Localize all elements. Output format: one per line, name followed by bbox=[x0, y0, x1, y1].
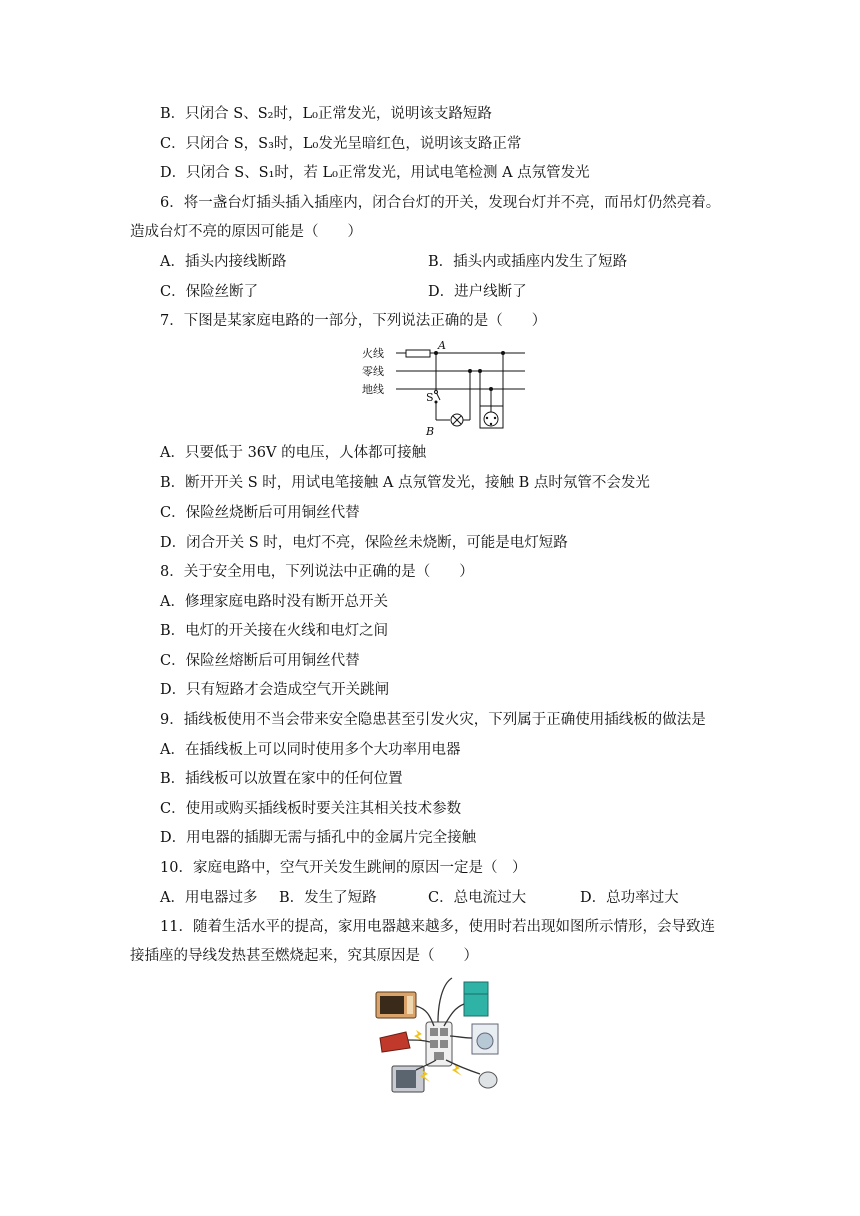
q10-stem: 10．家庭电路中，空气开关发生跳闸的原因一定是（ ） bbox=[160, 860, 527, 876]
q5-option-d: D．只闭合 S、S₁时，若 L₀正常发光，用试电笔检测 A 点氖管发光 bbox=[160, 165, 590, 181]
power-strip-icon bbox=[426, 1022, 452, 1066]
washing-machine-icon bbox=[472, 1024, 498, 1054]
q6-option-b: B．插头内或插座内发生了短路 bbox=[428, 254, 628, 270]
circuit-diagram bbox=[360, 340, 530, 440]
label-switch-s: S bbox=[426, 391, 434, 404]
refrigerator-icon bbox=[464, 982, 488, 1016]
q7-option-d: D．闭合开关 S 时，电灯不亮，保险丝未烧断，可能是电灯短路 bbox=[160, 535, 568, 551]
q8-option-d: D．只有短路才会造成空气开关跳闸 bbox=[160, 682, 390, 698]
q8-option-c: C．保险丝熔断后可用铜丝代替 bbox=[160, 653, 360, 669]
q9-option-c: C．使用或购买插线板时要关注其相关技术参数 bbox=[160, 801, 462, 817]
label-point-a: A bbox=[438, 340, 446, 352]
q9-option-a: A．在插线板上可以同时使用多个大功率用电器 bbox=[160, 742, 461, 758]
overloaded-socket-illustration bbox=[372, 974, 512, 1104]
q6-stem-line2: 造成台灯不亮的原因可能是（ ） bbox=[130, 224, 362, 240]
label-point-b: B bbox=[426, 425, 435, 438]
q10-option-c: C．总电流过大 bbox=[428, 890, 527, 906]
q10-option-d: D．总功率过大 bbox=[580, 890, 679, 906]
q7-option-a: A．只要低于 36V 的电压，人体都可接触 bbox=[160, 445, 427, 461]
q7-option-c: C．保险丝烧断后可用铜丝代替 bbox=[160, 505, 360, 521]
fuse bbox=[406, 350, 430, 357]
kettle-icon bbox=[479, 1072, 497, 1088]
q9-stem: 9．插线板使用不当会带来安全隐患甚至引发火灾，下列属于正确使用插线板的做法是 bbox=[160, 712, 706, 728]
iron-icon bbox=[380, 1032, 410, 1052]
q8-option-b: B．电灯的开关接在火线和电灯之间 bbox=[160, 623, 389, 639]
q9-option-b: B．插线板可以放置在家中的任何位置 bbox=[160, 771, 403, 787]
microwave-icon bbox=[376, 992, 416, 1018]
label-ground-wire: 地线 bbox=[362, 383, 384, 396]
label-live-wire: 火线 bbox=[362, 347, 384, 360]
q7-stem: 7．下图是某家庭电路的一部分，下列说法正确的是（ ） bbox=[160, 313, 547, 329]
q8-stem: 8．关于安全用电，下列说法中正确的是（ ） bbox=[160, 564, 474, 580]
q6-stem-line1: 6．将一盏台灯插头插入插座内，闭合台灯的开关，发现台灯并不亮，而吊灯仍然亮着。 bbox=[160, 195, 721, 211]
q11-stem-line1: 11．随着生活水平的提高，家用电器越来越多，使用时若出现如图所示情形，会导致连 bbox=[160, 919, 715, 935]
q8-option-a: A．修理家庭电路时没有断开总开关 bbox=[160, 594, 388, 610]
tv-icon bbox=[392, 1066, 424, 1092]
q11-stem-line2: 接插座的导线发热甚至燃烧起来，究其原因是（ ） bbox=[130, 948, 478, 964]
label-neutral-wire: 零线 bbox=[362, 365, 384, 378]
q6-option-c: C．保险丝断了 bbox=[160, 284, 259, 300]
q7-option-b: B．断开开关 S 时，用试电笔接触 A 点氖管发光，接触 B 点时氖管不会发光 bbox=[160, 475, 650, 491]
q10-option-b: B．发生了短路 bbox=[279, 890, 377, 906]
q5-option-c: C．只闭合 S，S₃时，L₀发光呈暗红色，说明该支路正常 bbox=[160, 136, 522, 152]
q10-option-a: A．用电器过多 bbox=[160, 890, 258, 906]
q6-option-a: A．插头内接线断路 bbox=[160, 254, 287, 270]
q9-option-d: D．用电器的插脚无需与插孔中的金属片完全接触 bbox=[160, 830, 477, 846]
q6-option-d: D．进户线断了 bbox=[428, 284, 527, 300]
q5-option-b: B．只闭合 S、S₂时，L₀正常发光，说明该支路短路 bbox=[160, 106, 492, 122]
